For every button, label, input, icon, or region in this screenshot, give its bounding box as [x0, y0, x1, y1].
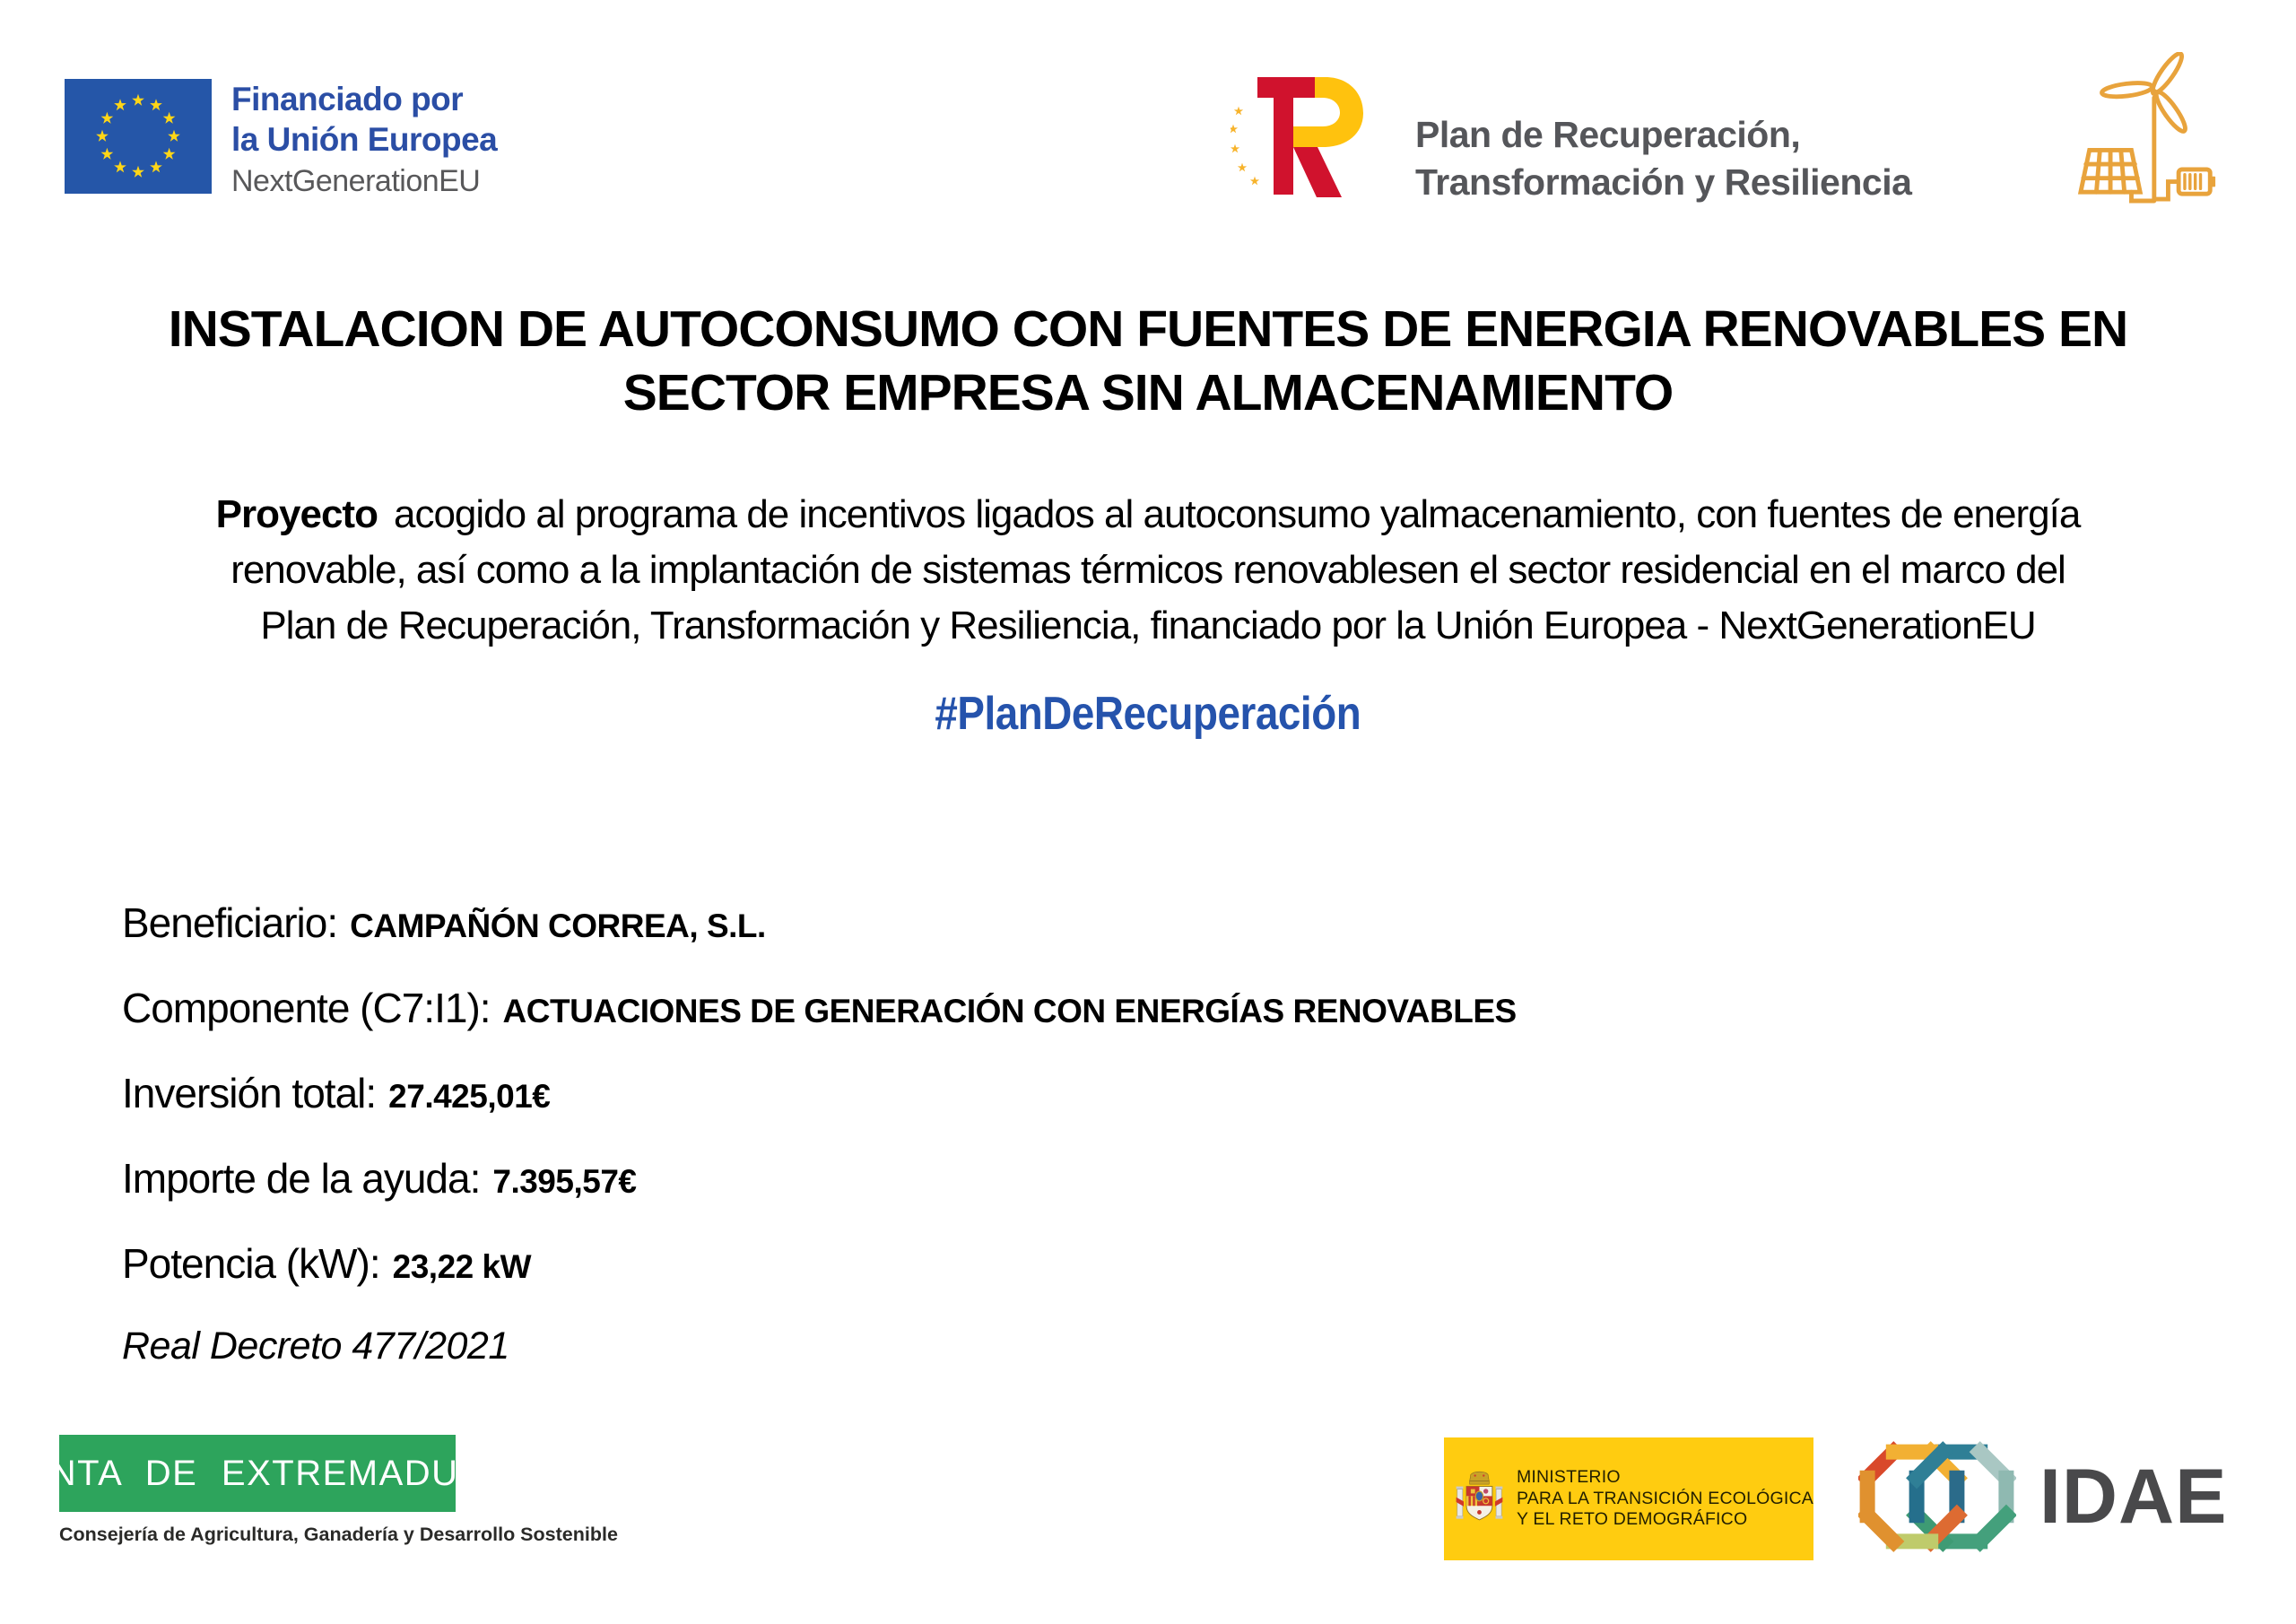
ministry-line2: PARA LA TRANSICIÓN ECOLÓGICA	[1516, 1488, 1813, 1508]
field-componente	[122, 984, 1517, 1031]
field-label: Componente (C7:I1):	[122, 985, 491, 1031]
ministry-line3: Y EL RETO DEMOGRÁFICO	[1516, 1509, 1748, 1530]
field-potencia	[122, 1239, 1517, 1287]
junta-extremadura-logo	[3, 1435, 618, 1546]
poster-title-line2: SECTOR EMPRESA SIN ALMACENAMIENTO	[622, 364, 1674, 421]
eu-funding-line2: la Unión Europea	[231, 121, 498, 158]
eu-funding-line1: Financiado por	[231, 81, 464, 117]
recovery-plan-logo	[1231, 77, 1911, 206]
description-lead: Proyecto	[215, 492, 378, 536]
junta-extremadura-name: JUNTA DE EXTREMADURA	[59, 1435, 456, 1512]
project-description	[0, 487, 2296, 654]
hashtag: #PlanDeRecuperación	[935, 688, 1361, 740]
idae-octagons-icon	[1858, 1433, 2016, 1560]
eu-flag-icon	[65, 79, 212, 194]
description-line2: renovable, así como a la implantación de sistemas térmicos renovablesen el sector residencial en el marco del	[230, 548, 2066, 592]
field-label: Importe de la ayuda:	[122, 1155, 481, 1202]
field-label: Potencia (kW):	[122, 1240, 380, 1287]
field-label: Inversión total:	[122, 1070, 377, 1116]
field-value: 27.425,01€	[388, 1078, 551, 1115]
field-value: ACTUACIONES DE GENERACIÓN CON ENERGÍAS RENOVABLES	[502, 993, 1517, 1029]
royal-decree: Real Decreto 477/2021	[122, 1324, 509, 1368]
recovery-plan-line1: Plan de Recuperación,	[1415, 114, 1801, 155]
field-value: CAMPAÑÓN CORREA, S.L.	[350, 908, 766, 944]
project-fields	[122, 899, 1517, 1368]
nextgenerationeu-label: NextGenerationEU	[231, 164, 481, 198]
ministry-logo	[1444, 1437, 1813, 1560]
field-value: 23,22 kW	[392, 1248, 532, 1285]
coat-of-arms-icon	[1456, 1451, 1503, 1548]
field-value: 7.395,57€	[492, 1163, 637, 1200]
tr-logo-icon	[1231, 77, 1365, 197]
description-line3: Plan de Recuperación, Transformación y Resiliencia, financiado por la Unión Europea - NextGenerationEU	[260, 604, 2036, 647]
idae-acronym: IDAE	[2039, 1453, 2228, 1540]
ministry-line1: MINISTERIO	[1516, 1467, 1621, 1488]
poster-title-line1: INSTALACION DE AUTOCONSUMO CON FUENTES DE ENERGIA RENOVABLES EN	[168, 300, 2128, 358]
recovery-plan-line2: Transformación y Resiliencia	[1415, 161, 1912, 203]
field-importe-ayuda	[122, 1154, 1517, 1202]
field-beneficiario	[122, 899, 1517, 946]
field-label: Beneficiario:	[122, 899, 338, 946]
junta-extremadura-department: Consejería de Agricultura, Ganadería y Desarrollo Sostenible	[59, 1524, 618, 1545]
eu-funding-logo	[65, 79, 497, 199]
idae-logo	[1858, 1433, 2227, 1560]
field-inversion-total	[122, 1069, 1517, 1116]
poster-title	[0, 298, 2296, 425]
wind-solar-battery-icon	[2077, 52, 2219, 213]
description-line1: acogido al programa de incentivos ligados al autoconsumo yalmacenamiento, con fuentes de energía	[393, 492, 2081, 536]
